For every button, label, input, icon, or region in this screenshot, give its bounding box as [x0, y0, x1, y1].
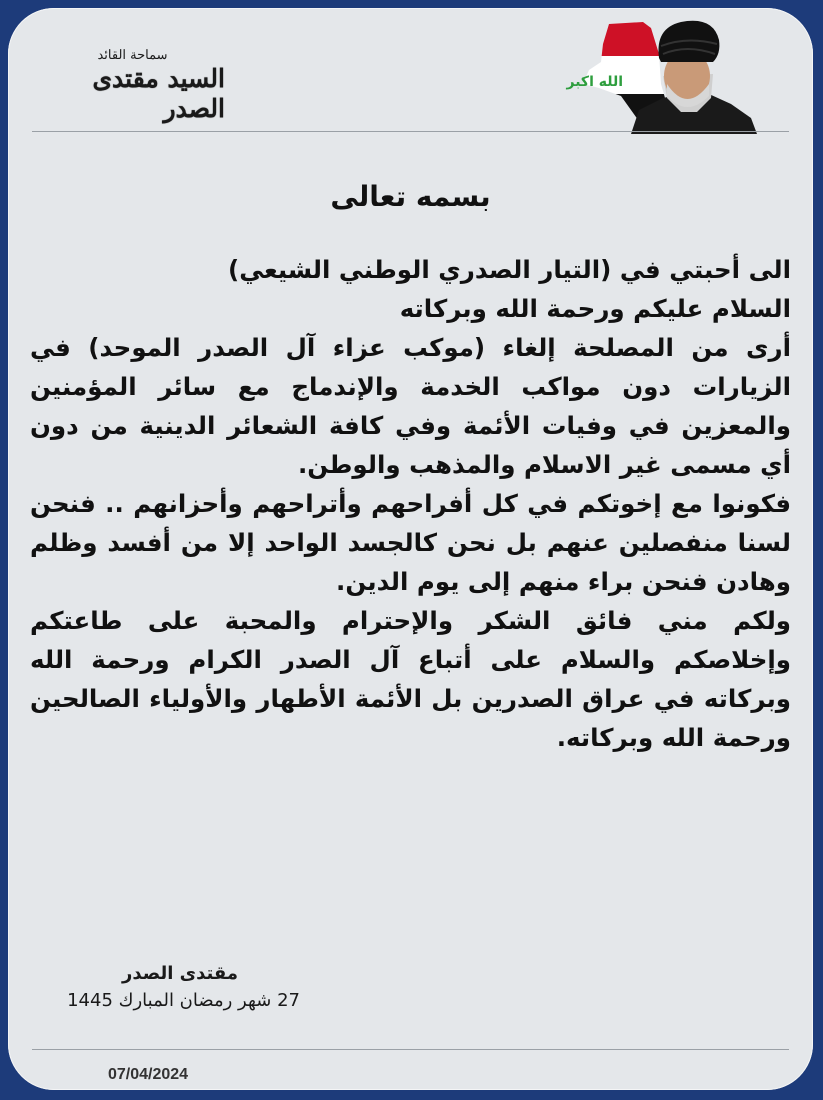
hijri-date: 27 شهر رمضان المبارك 1445: [67, 990, 300, 1011]
header-divider: [32, 131, 789, 132]
footer-divider: [32, 1049, 789, 1050]
letter-paragraph: أرى من المصلحة إلغاء (موكب عزاء آل الصدر الموحد) في الزيارات دون مواكب الخدمة والإندماج مع سائر المؤمنين والمعزين في وفيات الأئمة وفي كافة الشعائر الدينية من دون أي مسمى غير الاسلام والمذهب والوطن.: [30, 333, 791, 479]
letter-paragraph: ولكم مني فائق الشكر والإحترام والمحبة على طاعتكم وإخلاصكم والسلام على أتباع آل الصدر الكرام ورحمة الله وبركاته في عراق الصدرين بل الأئمة الأطهار والأولياء الصالحين ورحمة الله وبركاته.: [30, 606, 791, 752]
signature-block: [30, 960, 300, 1014]
statement-card: [8, 8, 813, 1090]
letter-addressee: الى أحبتي في (التيار الصدري الوطني الشيعي): [228, 255, 791, 284]
svg-text:الله اكبر: الله اكبر: [566, 74, 623, 90]
letter-paragraph: فكونوا مع إخوتكم في كل أفراحهم وأتراحهم وأحزانهم .. فنحن لسنا منفصلين عنهم بل نحن كالجسد الواحد إلا من أفسد وظلم وهادن فنحن براء منهم إلى يوم الدين.: [30, 489, 791, 596]
calligraphy-logo: [40, 46, 225, 126]
gregorian-date: 07/04/2024: [108, 1066, 189, 1083]
letterhead: [8, 8, 813, 132]
logo-title-large: السيد مقتدى الصدر: [92, 64, 225, 123]
letter-body: [30, 250, 791, 757]
signatory-name: مقتدى الصدر: [121, 963, 238, 984]
letter-greeting: السلام عليكم ورحمة الله وبركاته: [399, 294, 791, 323]
portrait-with-iraq-map-image: [566, 14, 781, 134]
letter-heading: بسمه تعالى: [330, 180, 491, 213]
logo-title-small: سماحة القائد: [97, 48, 168, 63]
